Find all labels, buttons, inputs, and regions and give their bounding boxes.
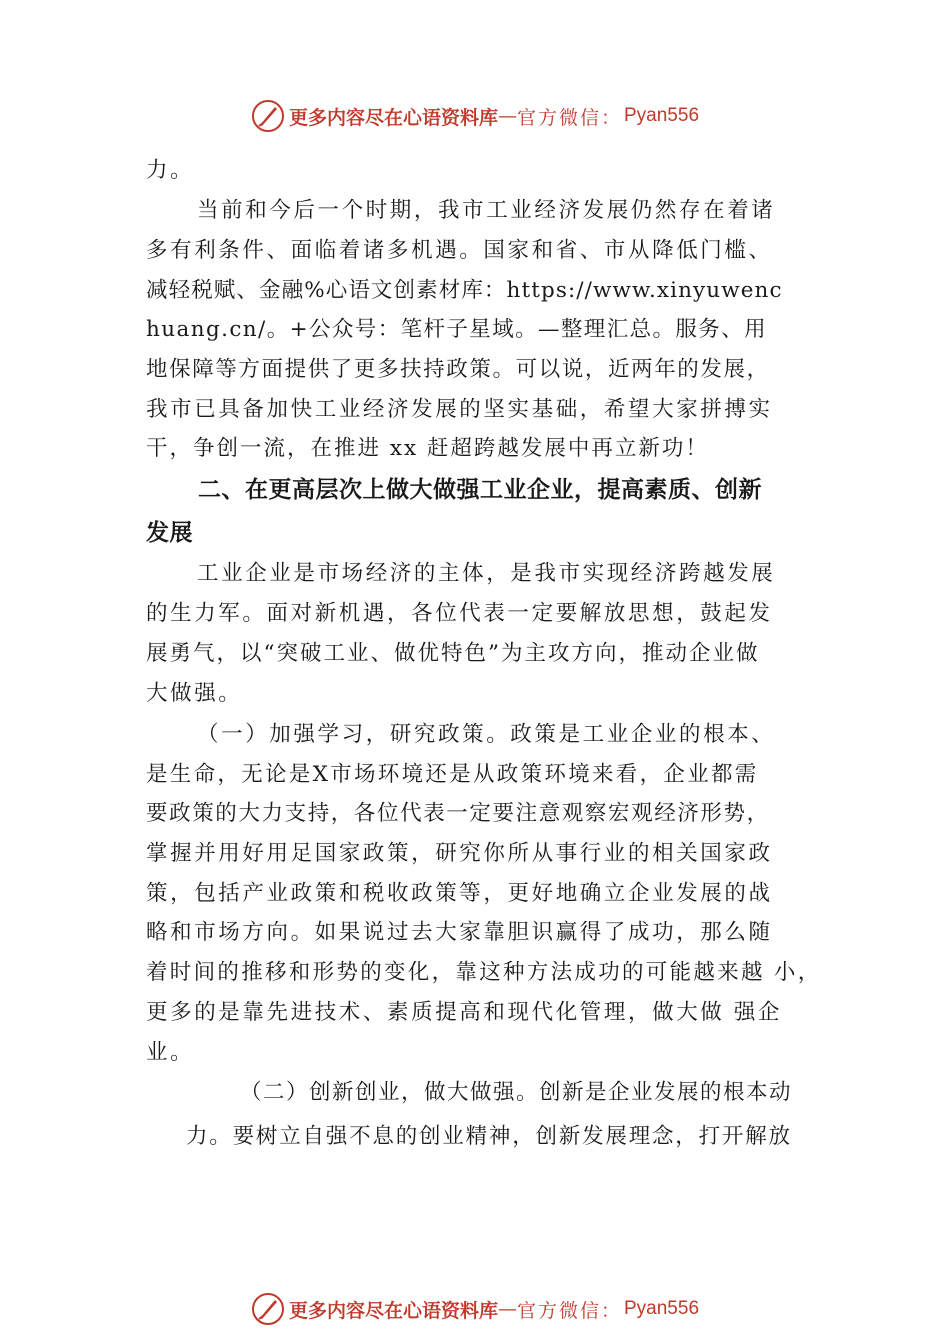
banner-wechat-id: Pyan556 xyxy=(624,1298,700,1319)
text-line: 大做强。 xyxy=(146,681,243,706)
banner-wechat-label: 官方微信： xyxy=(516,1299,622,1322)
text-line: 业。 xyxy=(146,1040,195,1065)
text-line: 我市已具备加快工业经济发展的坚实基础，希望大家拼搏实 xyxy=(146,397,773,422)
text-line: 地保障等方面提供了更多扶持政策。可以说，近两年的发展， xyxy=(146,357,770,382)
text-line: 力。要树立自强不息的创业精神，创新发展理念，打开解放 xyxy=(186,1124,792,1149)
text-line: 着时间的推移和形势的变化，靠这种方法成功的可能越来越 小， xyxy=(146,960,822,985)
text-line: 当前和今后一个时期，我市工业经济发展仍然存在着诸 xyxy=(197,198,776,223)
text-line: 要政策的大力支持，各位代表一定要注意观察宏观经济形势， xyxy=(146,801,770,826)
text-line: 的生力军。面对新机遇，各位代表一定要解放思想，鼓起发 xyxy=(146,601,773,626)
text-line: huang.cn/。+公众号：笔杆子星域。—整理汇总。服务、用 xyxy=(146,317,768,342)
text-line: 是生命，无论是X市场环境还是从政策环境来看，企业都需 xyxy=(146,762,759,787)
text-line: 工业企业是市场经济的主体，是我市实现经济跨越发展 xyxy=(197,561,776,586)
text-line: 力。 xyxy=(146,158,195,183)
subsection-line: （一）加强学习，研究政策。政策是工业企业的根本、 xyxy=(197,722,776,747)
quill-logo-icon xyxy=(251,99,285,133)
text-line: 展勇气，以“突破工业、做优特色”为主攻方向，推动企业做 xyxy=(146,641,760,666)
text-line: 减轻税赋、金融%心语文创素材库：https://www.xinyuwenc xyxy=(146,278,783,303)
header-banner xyxy=(0,96,950,136)
text-line: 略和市场方向。如果说过去大家靠胆识赢得了成功，那么随 xyxy=(146,920,773,945)
section-heading: 二、在更高层次上做大做强工业企业，提高素质、创新 xyxy=(198,476,762,502)
text-line: 策，包括产业政策和税收政策等，更好地确立企业发展的战 xyxy=(146,881,773,906)
banner-title: 更多内容尽在心语资料库 xyxy=(288,1299,498,1322)
footer-banner xyxy=(0,1289,950,1329)
text-line: 多有利条件、面临着诸多机遇。国家和省、市从降低门槛、 xyxy=(146,238,773,263)
banner-wechat-id: Pyan556 xyxy=(624,105,700,126)
banner-title: 更多内容尽在心语资料库 xyxy=(288,106,498,129)
text-line: 更多的是靠先进技术、素质提高和现代化管理，做大做 强企 xyxy=(146,1000,783,1025)
text-line: 掌握并用好用足国家政策，研究你所从事行业的相关国家政 xyxy=(146,841,773,866)
banner-separator: — xyxy=(497,105,517,127)
banner-separator: — xyxy=(497,1298,517,1320)
banner-wechat-label: 官方微信： xyxy=(516,106,622,129)
quill-logo-icon xyxy=(251,1292,285,1326)
text-line: 干，争创一流，在推进 xx 赶超跨越发展中再立新功！ xyxy=(146,436,709,461)
subsection-line: （二）创新创业，做大做强。创新是企业发展的根本动 xyxy=(240,1080,793,1105)
section-heading-cont: 发展 xyxy=(146,519,193,545)
